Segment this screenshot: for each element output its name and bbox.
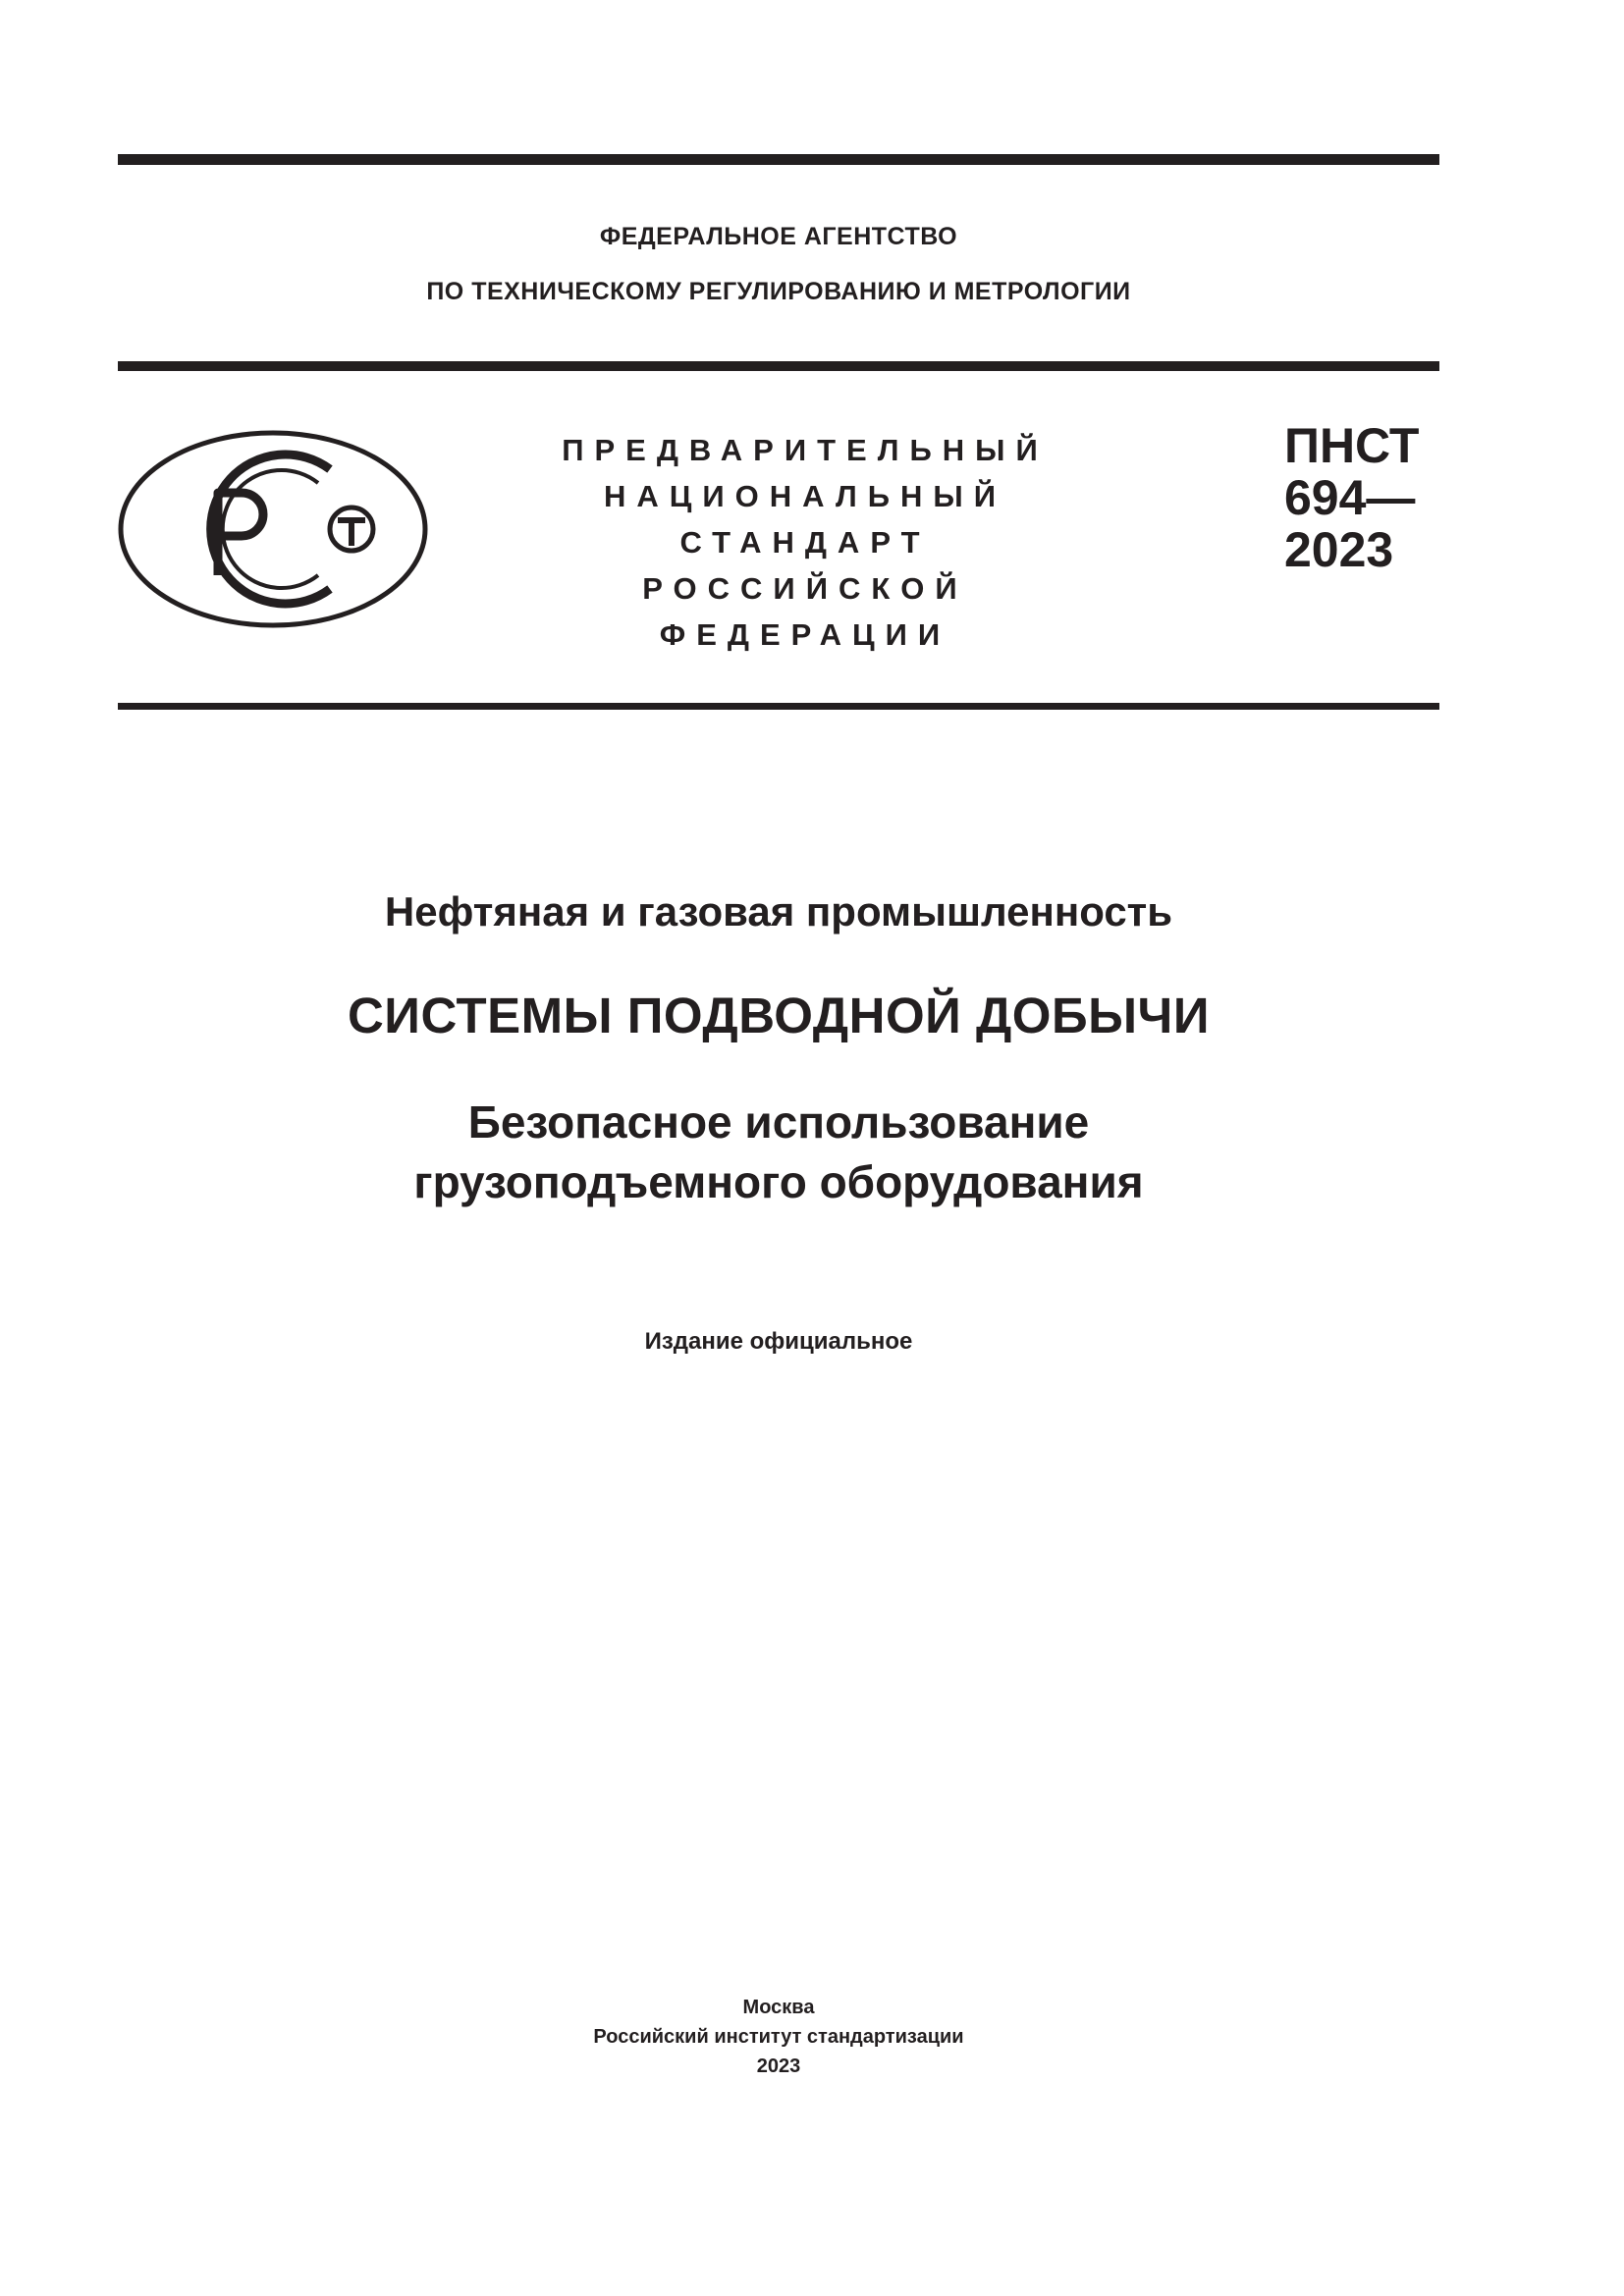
gost-r-emblem-icon (116, 428, 430, 630)
main-title: СИСТЕМЫ ПОДВОДНОЙ ДОБЫЧИ (347, 988, 1211, 1043)
bottom-divider (118, 703, 1439, 710)
standard-number (1284, 420, 1419, 576)
agency-name-line1: ФЕДЕРАЛЬНОЕ АГЕНТСТВО (599, 223, 958, 250)
top-divider (118, 154, 1439, 165)
standard-type-line: ФЕДЕРАЦИИ (659, 617, 951, 652)
industry-title: Нефтяная и газовая промышленность (384, 888, 1173, 934)
standard-type-line: СТАНДАРТ (679, 525, 931, 560)
imprint-year: 2023 (756, 2056, 801, 2077)
standard-type-line: РОССИЙСКОЙ (642, 571, 968, 606)
standard-type (550, 427, 1060, 658)
imprint-city: Москва (742, 1997, 815, 2018)
agency-name-line2: ПО ТЕХНИЧЕСКОМУ РЕГУЛИРОВАНИЮ И МЕТРОЛОГИИ (426, 278, 1131, 305)
edition-label: Издание официальное (644, 1328, 913, 1355)
standard-prefix: ПНСТ (1284, 418, 1420, 473)
standard-year: 2023 (1284, 522, 1394, 577)
standard-type-line: ПРЕДВАРИТЕЛЬНЫЙ (562, 433, 1049, 467)
imprint-publisher: Российский институт стандартизации (593, 2026, 964, 2048)
subtitle (118, 1093, 1439, 1212)
standard-number-value: 694— (1284, 470, 1416, 525)
subtitle-line1: Безопасное использование (467, 1096, 1090, 1148)
imprint (118, 1993, 1439, 2081)
subtitle-line2: грузоподъемного оборудования (413, 1156, 1144, 1207)
standard-type-line: НАЦИОНАЛЬНЫЙ (603, 479, 1007, 513)
middle-divider (118, 361, 1439, 371)
